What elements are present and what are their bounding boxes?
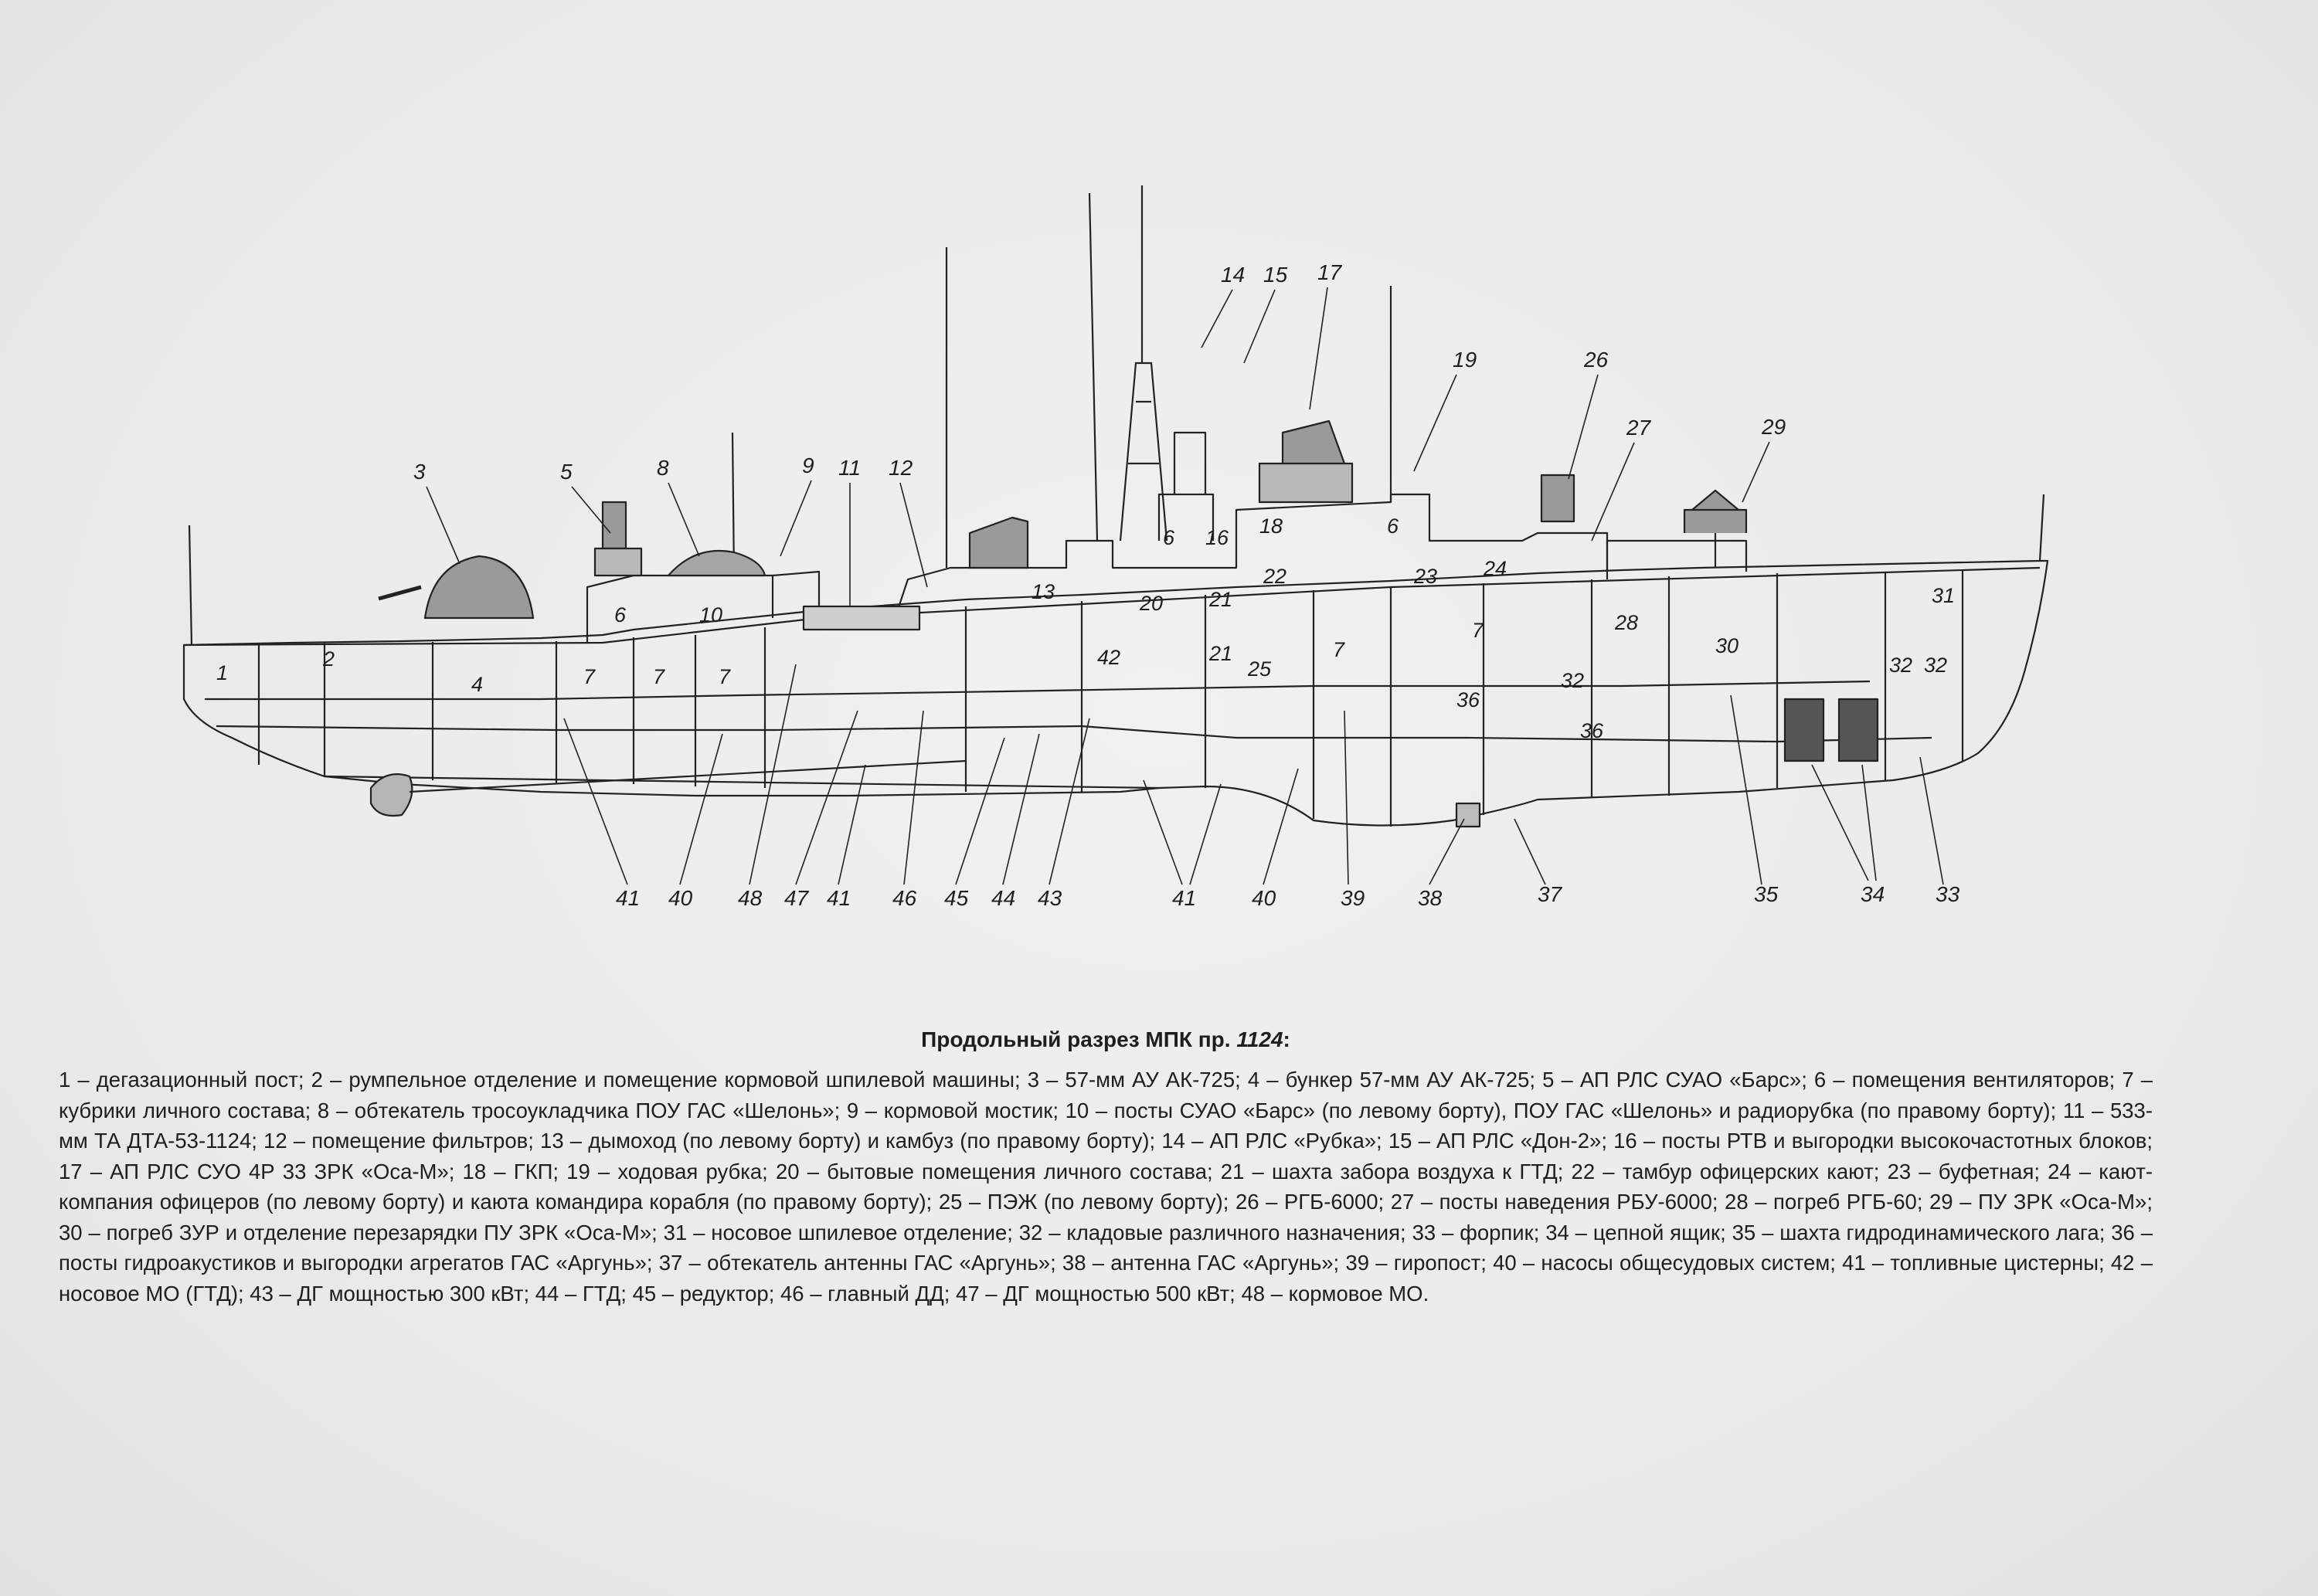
stern-staff (189, 525, 192, 645)
callout-label: 17 (1317, 260, 1342, 284)
sam-launcher (1684, 491, 1746, 533)
callout-label: 11 (838, 456, 862, 480)
compartment-label: 28 (1615, 611, 1639, 634)
gun-turret (425, 556, 533, 618)
compartment-label: 36 (1580, 719, 1604, 742)
callout-label: 43 (1038, 886, 1062, 910)
compartment-label: 20 (1140, 592, 1164, 615)
callout-label: 14 (1221, 263, 1246, 287)
compartment-label: 22 (1263, 565, 1287, 588)
callout-label: 29 (1762, 415, 1786, 439)
callout-label: 15 (1263, 263, 1288, 287)
callout-label: 40 (1252, 886, 1276, 910)
compartment-labels (216, 514, 1955, 742)
callout-label: 45 (944, 886, 969, 910)
callout-label: 9 (802, 453, 814, 477)
compartment-label: 32 (1889, 654, 1913, 677)
callout-label: 47 (784, 886, 809, 910)
callout-label: 44 (991, 886, 1016, 910)
torpedo-tube (804, 606, 919, 630)
compartment-label: 6 (1387, 514, 1399, 538)
bridge-block (1159, 433, 1213, 541)
callout-label: 5 (560, 460, 573, 484)
compartment-label: 7 (583, 665, 596, 688)
gun-barrel (379, 587, 421, 599)
callout-label: 35 (1754, 882, 1779, 906)
compartment-label: 25 (1248, 657, 1272, 681)
callout-label: 38 (1418, 886, 1443, 910)
compartment-label: 32 (1561, 669, 1585, 692)
aft-radar (603, 502, 626, 548)
callout-label: 33 (1936, 882, 1960, 906)
callout-label: 19 (1453, 348, 1477, 372)
callout-label: 40 (668, 886, 693, 910)
compartment-label: 42 (1097, 646, 1121, 669)
sonar-fairing (668, 551, 765, 576)
caption-title-text: Продольный разрез МПК пр. (921, 1027, 1231, 1051)
compartment-label: 7 (1472, 619, 1484, 642)
compartment-label: 7 (1333, 638, 1345, 661)
platform-deck-line (216, 726, 1932, 742)
compartment-label: 30 (1715, 634, 1739, 657)
callout-label: 34 (1861, 882, 1885, 906)
compartment-label: 1 (216, 661, 229, 684)
jack-staff (2040, 494, 2044, 561)
compartment-label: 16 (1205, 526, 1229, 549)
compartment-label: 13 (1032, 580, 1055, 603)
callout-label: 39 (1341, 886, 1365, 910)
callout-label: 41 (827, 886, 851, 910)
caption-block (59, 1027, 2153, 1309)
compartment-label: 21 (1209, 588, 1233, 611)
caption-title-project: 1124 (1236, 1027, 1283, 1051)
callout-label: 26 (1584, 348, 1609, 372)
callout-label: 41 (1172, 886, 1197, 910)
callout-label: 3 (413, 460, 426, 484)
compartment-label: 10 (699, 603, 723, 627)
compartment-label: 6 (1163, 526, 1175, 549)
main-mast (1120, 185, 1167, 541)
compartment-label: 21 (1209, 642, 1233, 665)
propeller-shaft (410, 761, 966, 792)
chaff-launcher (1541, 475, 1574, 521)
callout-label: 27 (1626, 416, 1651, 440)
chain-locker-1 (1785, 699, 1823, 761)
compartment-label: 31 (1932, 584, 1956, 607)
callout-label: 48 (738, 886, 763, 910)
compartment-label: 32 (1924, 654, 1948, 677)
callout-label: 12 (889, 456, 913, 480)
aft-radar-base (595, 548, 641, 576)
caption-title-suffix: : (1283, 1027, 1290, 1051)
compartment-label: 24 (1484, 557, 1507, 580)
compartment-label: 7 (719, 665, 731, 688)
compartment-label: 36 (1456, 688, 1480, 711)
whip-antenna-1 (1089, 193, 1097, 541)
callout-label: 8 (657, 456, 669, 480)
propeller (371, 774, 412, 816)
fire-control-radar (1259, 464, 1352, 502)
funnel-exhaust (970, 518, 1028, 568)
compartment-label: 23 (1414, 565, 1438, 588)
callout-label: 37 (1538, 882, 1562, 906)
compartment-label: 2 (323, 647, 335, 671)
callout-label: 46 (892, 886, 917, 910)
bottom-callouts (564, 664, 1960, 910)
compartment-label: 7 (653, 665, 665, 688)
lower-deck-line (205, 681, 1870, 699)
compartment-label: 6 (614, 603, 627, 627)
sonar-antenna (1456, 803, 1480, 827)
caption-title (59, 1027, 2153, 1052)
compartment-label: 18 (1259, 514, 1283, 538)
caption-legend-text: 1 – дегазационный пост; 2 – румпельное отделение и помещение кормовой шпилевой машины; 3 – 57-мм АУ АК-725; 4 – бункер 57-мм АУ АК-725; 5 – АП РЛС СУАО «Барс»; 6 – помещения вентиляторов; 7 – кубрики личного состава; 8 – обтекатель тросоукладчика ПОУ ГАС «Шелонь»; 9 – кормовой мостик; 10 – посты СУАО «Барс» (по левому борту), ПОУ ГАС «Шелонь» и радиорубка (по правому борту); 11 – 533-мм ТА ДТА-53-1124; 12 – помещение фильтров; 13 – дымоход (по левому борту) и камбуз (по правому борту); 14 – АП РЛС «Рубка»; 15 – АП РЛС «Дон-2»; 16 – посты РТВ и выгородки высокочастотных блоков; 17 – АП РЛС СУО 4Р 33 ЗРК «Оса-М»; 18 – ГКП; 19 – ходовая рубка; 20 – бытовые помещения личного состава; 21 – шахта забора воздуха к ГТД; 22 – тамбур офицерских кают; 23 – буфетная; 24 – кают-компания офицеров (по левому борту) и каюта командира корабля (по правому борту); 25 – ПЭЖ (по левому борту); 26 – РГБ-6000; 27 – посты наведения РБУ-6000; 28 – погреб РГБ-60; 29 – ПУ ЗРК «Оса-М»; 30 – погреб ЗУР и отделение перезарядки ПУ ЗРК «Оса-М»; 31 – носовое шпилевое отделение; 32 – кладовые различного назначения; 33 – форпик; 34 – цепной ящик; 35 – шахта гидродинамического лага; 36 – посты гидроакустиков и выгородки агрегатов ГАС «Аргунь»; 37 – обтекатель антенны ГАС «Аргунь»; 38 – антенна ГАС «Аргунь»; 39 – гиропост; 40 – насосы общесудовых систем; 41 – топливные цистерны; 42 – носовое МО (ГТД); 43 – ДГ мощностью 300 кВт; 44 – ГТД; 45 – редуктор; 46 – главный ДД; 47 – ДГ мощностью 500 кВт; 48 – кормовое МО. (59, 1068, 2153, 1306)
compartment-label: 4 (471, 673, 484, 696)
chain-locker-2 (1839, 699, 1878, 761)
callout-label: 41 (616, 886, 641, 910)
